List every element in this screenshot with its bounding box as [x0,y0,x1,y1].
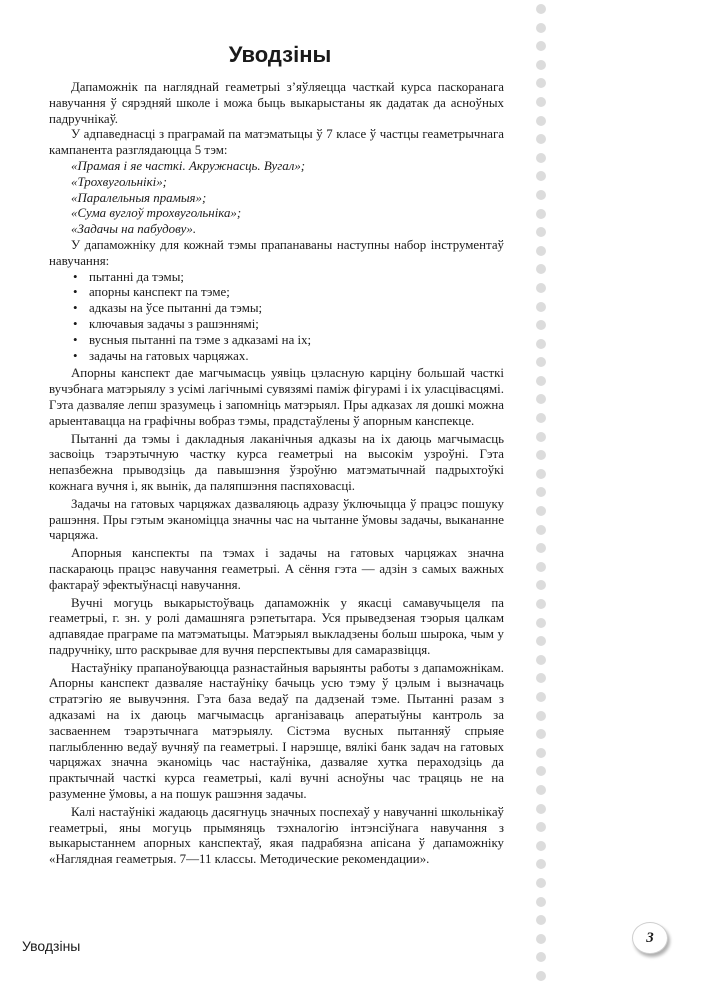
binder-ring-icon [536,41,546,51]
binder-ring-icon [536,376,546,386]
binder-ring-icon [536,915,546,925]
footer-section-label: Уводзіны [22,938,81,954]
binder-ring-icon [536,859,546,869]
paragraph: Апорны канспект дае магчымасць уявіць цэласную карціну большай часткі вучэбнага матэрыялу з усімі лагічнымі сувязямі паміж фігурамі і іх уласцівасцямі. Гэта дазваляе лепш зразумець і запомніць матэрыял. Пры адказах ля дошкі можна арыентавацца на графічны вобраз тэмы, прадстаўлены ў апорным канспекце. [49,366,504,428]
binder-ring-icon [536,4,546,14]
binder-ring-icon [536,934,546,944]
binder-ring-icon [536,525,546,535]
binder-ring-icon [536,357,546,367]
page-title: Уводзіны [228,42,332,67]
paragraph: Апорныя канспекты па тэмах і задачы на гатовых чарцяжах значна паскараюць працэс навучання геаметрыі. А сёння гэта — адзін з самых важных фактараў эфектыўнасці навучання. [49,546,504,592]
list-item: • задачы на гатовых чарцяжах. [49,349,504,365]
topic-item: «Задачы на пабудову». [71,222,197,237]
binder-ring-icon [536,878,546,888]
binder-ring-icon [536,246,546,256]
binder-ring-icon [536,320,546,330]
binder-ring-icon [536,264,546,274]
binder-ring-icon [536,97,546,107]
list-item: • ключавыя задачы з рашэннямі; [49,317,504,333]
binder-ring-icon [536,283,546,293]
topic-item: «Сума вуглоў трохвугольніка»; [71,206,242,221]
list-item: • адказы на ўсе пытанні да тэмы; [49,301,504,317]
binder-ring-icon [536,785,546,795]
page-number-badge: 3 [632,922,668,954]
binder-ring-icon [536,190,546,200]
binder-ring-icon [536,673,546,683]
list-item: • апорны канспект па тэме; [49,285,504,301]
list-item: • пытанні да тэмы; [49,270,504,286]
paragraph: Дапаможнік па нагляднай геаметрыі з’яўляецца часткай курса паскоранага навучання ў сярэдняй школе і можа быць выкарыстаны як дадатак да асноўных падручнікаў. [49,80,504,126]
paragraph: Вучні могуць выкарыстоўваць дапаможнік у якасці самавучыцеля па геаметрыі, г. зн. у ролі дамашняга рэпетытара. Уся прыведзеная тэорыя цалкам адпавядае праграме па матэматыцы. Матэрыял выкладзены больш шырока, чым у падручніку, што раскрывае для вучня перспектывы для самаразвіцця. [49,595,504,657]
binder-ring-icon [536,897,546,907]
binder-rings [536,4,548,989]
binder-ring-icon [536,952,546,962]
binder-ring-icon [536,562,546,572]
binder-ring-icon [536,339,546,349]
binder-ring-icon [536,822,546,832]
binder-ring-icon [536,804,546,814]
body-text [49,80,504,868]
paragraph: Калі настаўнікі жадаюць дасягнуць значных поспехаў у навучанні школьнікаў геаметрыі, яны могуць прымяняць тэхналогію інтэнсіўнага навучання з выкарыстаннем апорных канспектаў, якая падрабязна апісана ў дапаможніку «Наглядная геаметрыя. 7—11 классы. Методические рекомендации». [49,804,504,867]
binder-ring-icon [536,543,546,553]
tools-list [49,270,504,365]
binder-ring-icon [536,506,546,516]
topic-item: «Паралельныя прамыя»; [71,190,207,205]
binder-ring-icon [536,971,546,981]
binder-ring-icon [536,599,546,609]
binder-ring-icon [536,450,546,460]
paragraph: Настаўніку прапаноўваюцца разнастайныя варыянты работы з дапаможнікам. Апорны канспект дазваляе настаўніку бачыць усю тэму ў цэлым і вызначаць стратэгію яе вывучэння. Гэта база ведаў па дадзенай тэме. Пытанні разам з адказамі на іх даюць магчымасць арганізаваць аператыўны кантроль за засваеннем тэарэтычнага матэрыялу. Сістэма вусных пытанняў спрыяе паглыбленню ведаў вучняў па геаметрыі. І нарэшце, вялікі банк задач на гатовых чарцяжах значна эканоміць час настаўніка, дазваляе хутка пераходзіць да практычнай часткі курса геаметрыі, калі вучні асноўны час трацяць не на разуменне ўмовы, а на пошук рашэння задачы. [49,660,504,802]
binder-ring-icon [536,153,546,163]
binder-ring-icon [536,841,546,851]
binder-ring-icon [536,711,546,721]
topic-item: «Трохвугольнікі»; [71,174,167,189]
binder-ring-icon [536,116,546,126]
paragraph: У адпаведнасці з праграмай па матэматыцы ў 7 класе ў частцы геаметрычнага кампанента разглядаюцца 5 тэм: [49,127,504,158]
list-item: • вусныя пытанні па тэме з адказамі на іх; [49,333,504,349]
binder-ring-icon [536,134,546,144]
binder-ring-icon [536,692,546,702]
binder-ring-icon [536,766,546,776]
binder-ring-icon [536,655,546,665]
binder-ring-icon [536,618,546,628]
paragraph: Задачы на гатовых чарцяжах дазваляюць адразу ўключыцца ў працэс пошуку рашэння. Пры гэтым эканоміцца значны час на чытанне ўмовы задачы, выкананне чарцяжа. [49,496,504,543]
binder-ring-icon [536,580,546,590]
binder-ring-icon [536,432,546,442]
paragraph: У дапаможніку для кожнай тэмы прапанаваны наступны набор інструментаў навучання: [49,237,504,268]
binder-ring-icon [536,302,546,312]
topic-item: «Прамая і яе часткі. Акружнасць. Вугал»; [71,158,306,173]
binder-ring-icon [536,748,546,758]
binder-ring-icon [536,227,546,237]
binder-ring-icon [536,469,546,479]
binder-ring-icon [536,636,546,646]
binder-ring-icon [536,23,546,33]
paragraph: Пытанні да тэмы і дакладныя лаканічныя адказы на іх даюць магчымасць засвоіць тэарэтычную частку курса геаметрыі на высокім узроўні. Гэта непазбежна прыводзіць да павышэння ўзроўню матэматычнай падрыхтоўкі кожнага вучня і, як вынік, да паляпшэння паспяховасці. [49,431,504,493]
binder-ring-icon [536,209,546,219]
binder-ring-icon [536,60,546,70]
binder-ring-icon [536,171,546,181]
binder-ring-icon [536,394,546,404]
binder-ring-icon [536,413,546,423]
binder-ring-icon [536,78,546,88]
binder-ring-icon [536,487,546,497]
binder-ring-icon [536,729,546,739]
